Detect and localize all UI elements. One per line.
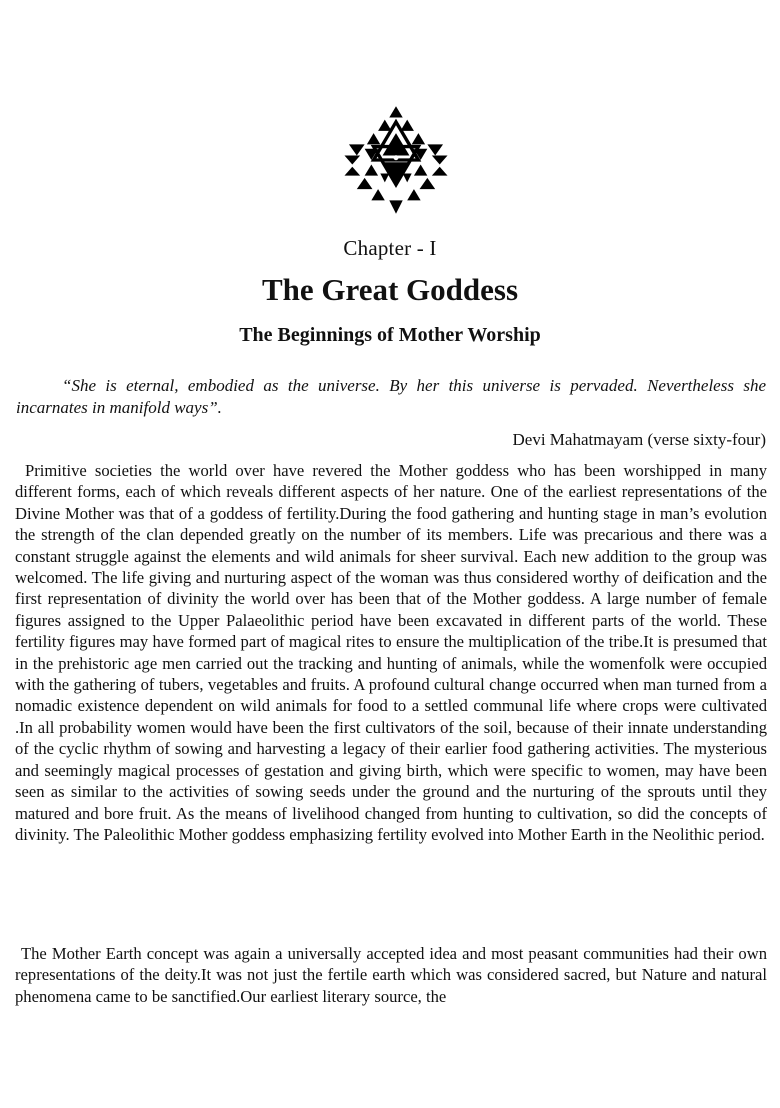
epigraph-source: Devi Mahatmayam (verse sixty-four) <box>512 430 766 449</box>
chapter-subtitle: The Beginnings of Mother Worship <box>239 324 541 346</box>
body-paragraph: The Mother Earth concept was again a universally accepted idea and most peasant communities had their own representations of the deity.It was not just the fertile earth which was considered sacred, but Nature and natural phenomena came to be sanctified.Our earliest literary source, the <box>15 944 767 1006</box>
epigraph-quote: “She is eternal, embodied as the universe. By her this universe is pervaded. Nevertheless she incarnates in manifold ways”. <box>16 376 766 417</box>
chapter-label: Chapter - I <box>343 236 437 260</box>
body-paragraph: Primitive societies the world over have revered the Mother goddess who has been worshipped in many different forms, each of which reveals different aspects of her nature. One of the earliest representations of the Divine Mother was that of a goddess of fertility.During the food gathering and hunting stage in man’s evolution the strength of the clan depended greatly on the number of its members. Life was precarious and there was a constant struggle against the elements and wild animals for sheer survival. Each new addition to the group was welcomed. The life giving and nurturing aspect of the woman was thus considered worthy of deification and the first representation of divinity the world over has been that of the Mother goddess. A large number of female figures assigned to the Upper Palaeolithic period have been excavated in different parts of the world. These fertility figures may have formed part of magical rites to ensure the multiplication of the tribe.It is presumed that in the prehistoric age men carried out the tracking and hunting of animals, while the womenfolk were occupied with the gathering of tubers, vegetables and fruits. A profound cultural change occurred when man turned from a nomadic existence dependent on wild animals for food to a settled communal life where crops were cultivated .In all probability women would have been the first cultivators of the soil, because of their innate understanding of the cyclic rhythm of sowing and harvesting a legacy of their earlier food gathering activities. The mysterious and seemingly magical processes of gestation and giving birth, which were specific to women, may have been seen as similar to the activities of sowing seeds under the ground and the nurturing of the sprouts until they matured and bore fruit. As the means of livelihood changed from hunting to cultivation, so did the concepts of divinity. The Paleolithic Mother goddess emphasizing fertility evolved into Mother Earth in the Neolithic period. <box>15 461 767 844</box>
chapter-title: The Great Goddess <box>261 272 519 307</box>
sri-yantra-icon <box>340 104 452 216</box>
